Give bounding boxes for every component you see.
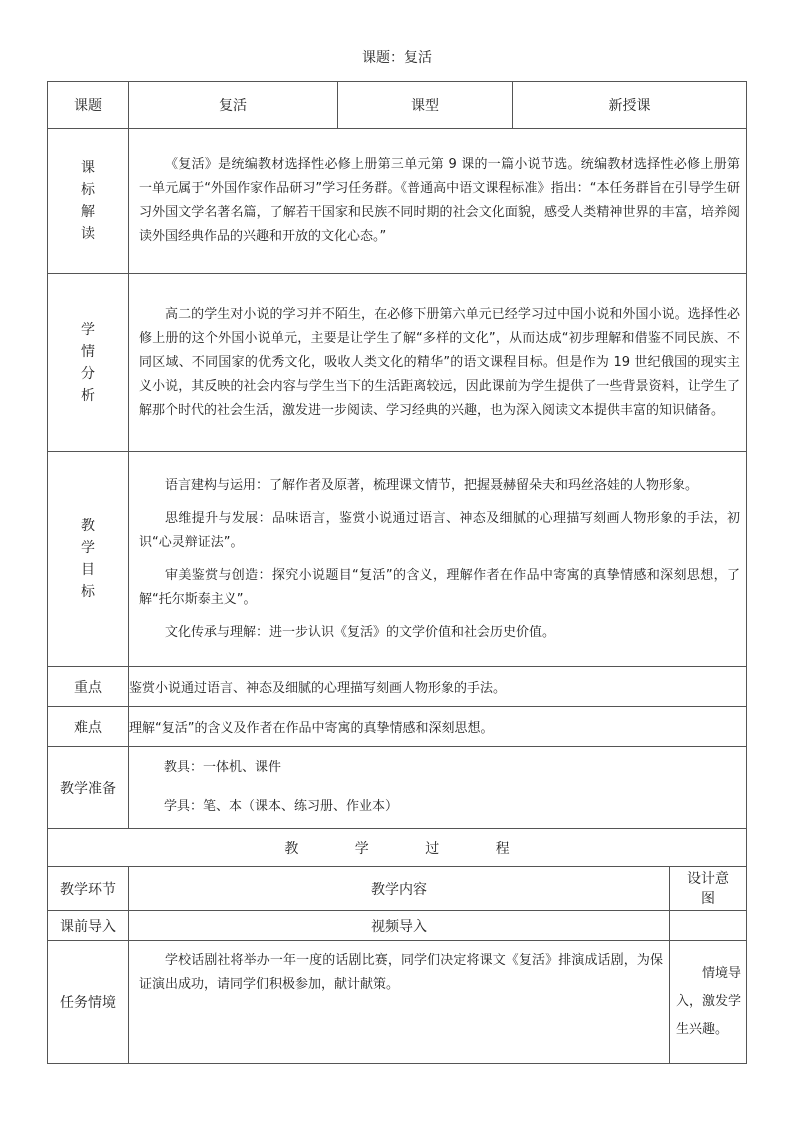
difficulty-text: 理解“复活”的含义及作者在作品中寄寓的真挚情感和深刻思想。 (129, 707, 747, 747)
curriculum-cell (129, 129, 747, 274)
process-heading: 教 学 过 程 (48, 829, 747, 867)
preparation-label: 教学准备 (48, 747, 129, 829)
intent-text: 情境导入，激发学生兴趣。 (676, 966, 742, 1037)
goal-item: 思维提升与发展：品味语言，鉴赏小说通过语言、神态及细腻的心理描写刻画人物形象的手法，初识“心灵辩证法”。 (139, 510, 740, 550)
topic-value: 复活 (129, 82, 338, 129)
goals-row (48, 452, 747, 667)
curriculum-label: 课 标 解 读 (48, 129, 129, 274)
topic-label: 课题 (48, 82, 129, 129)
goal-item: 语言建构与运用：了解作者及原著，梳理课文情节，把握聂赫留朵夫和玛丝洛娃的人物形象。 (165, 477, 699, 493)
students-cell (129, 274, 747, 452)
type-value: 新授课 (513, 82, 747, 129)
intent-header: 设计意 图 (670, 867, 747, 911)
type-label: 课型 (338, 82, 513, 129)
process-header-row (48, 867, 747, 911)
stage-cell: 课前导入 (48, 911, 129, 941)
difficulty-row (48, 707, 747, 747)
preparation-cell (129, 747, 747, 829)
intent-cell (670, 911, 747, 941)
process-heading-row (48, 829, 747, 867)
stage-header: 教学环节 (48, 867, 129, 911)
key-point-row (48, 667, 747, 707)
table-row (48, 911, 747, 941)
preparation-row (48, 747, 747, 829)
content-cell (129, 941, 670, 1064)
intent-cell (670, 941, 747, 1064)
content-header: 教学内容 (129, 867, 670, 911)
student-tools: 学具：笔、本（课本、练习册、作业本） (164, 799, 399, 814)
goal-item: 审美鉴赏与创造：探究小说题目“复活”的含义，理解作者在作品中寄寓的真挚情感和深刻思想，了解“托尔斯泰主义”。 (139, 567, 740, 607)
difficulty-label: 难点 (48, 707, 129, 747)
goals-cell (129, 452, 747, 667)
topic-row (48, 82, 747, 129)
teacher-tools: 教具：一体机、课件 (164, 760, 282, 775)
goals-label: 教 学 目 标 (48, 452, 129, 667)
students-label: 学 情 分 析 (48, 274, 129, 452)
content-cell: 视频导入 (129, 911, 670, 941)
curriculum-text: 《复活》是统编教材选择性必修上册第三单元第 9 课的一篇小说节选。统编教材选择性必修上册第一单元属于“外国作家作品研习”学习任务群。《普通高中语文课程标准》指出：“本任务群旨在引导学生研习外国文学名著名篇，了解若干国家和民族不同时期的社会文化面貌，感受人类精神世界的丰富，培养阅读外国经典作品的兴趣和开放的文化心态。” (139, 157, 740, 244)
key-point-text: 鉴赏小说通过语言、神态及细腻的心理描写刻画人物形象的手法。 (129, 667, 747, 707)
students-text: 高二的学生对小说的学习并不陌生，在必修下册第六单元已经学习过中国小说和外国小说。选择性必修上册的这个外国小说单元，主要是让学生了解“多样的文化”，从而达成“初步理解和借鉴不同民族、不同区域、不同国家的优秀文化，吸收人类文化的精华”的语文课程目标。但是作为 19 世纪俄国的现实主义小说，其反映的社会内容与学生当下的生活距离较远，因此课前为学生提供了一些背景资料，让学生了解那个时代的社会生活，激发进一步阅读、学习经典的兴趣，也为深入阅读文本提供丰富的知识储备。 (139, 306, 740, 418)
goal-item: 文化传承与理解：进一步认识《复活》的文学价值和社会历史价值。 (165, 624, 556, 640)
task-description: 学校话剧社将举办一年一度的话剧比赛，同学们决定将课文《复活》排演成话剧，为保证演出成功，请同学们积极参加，献计献策。 (139, 953, 663, 992)
stage-cell: 任务情境 (48, 941, 129, 1064)
students-row (48, 274, 747, 452)
lesson-plan-table (47, 81, 747, 1064)
key-point-label: 重点 (48, 667, 129, 707)
curriculum-row (48, 129, 747, 274)
table-row (48, 941, 747, 1064)
document-title: 课题：复活 (362, 50, 432, 66)
